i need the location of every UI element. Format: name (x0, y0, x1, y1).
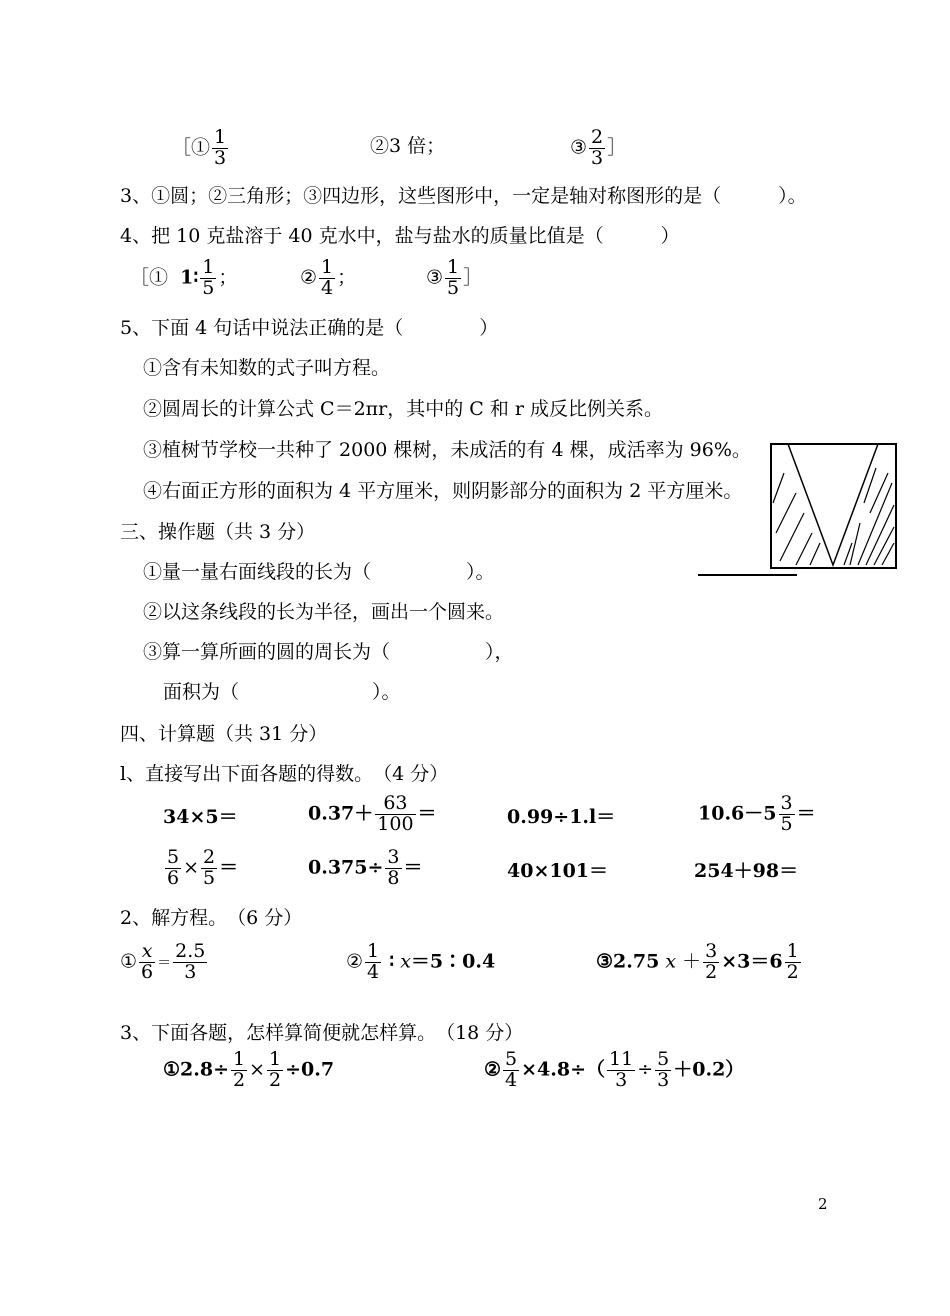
calc-3-title: 3、下面各题，怎样算简便就怎样算。 （18 分） (120, 1022, 524, 1044)
question-5: 5、下面 4 句话中说法正确的是（ ） (120, 317, 499, 339)
question-4: 4、把 10 克盐溶于 40 克水中，盐与盐水的质量比值是（ ） (120, 225, 680, 247)
sec3-item: ①量一量右面线段的长为（ ）。 (143, 561, 495, 583)
fraction: $\frac{1}{4}$ (321, 256, 334, 299)
calc-item: 0.99÷1.l＝ (507, 806, 616, 828)
sec3-item: ②以这条线段的长为半径，画出一个圆来。 (143, 601, 505, 623)
calc-item: 0.37＋ $\frac{63}{100}$ ＝ (308, 792, 437, 835)
equation-3: ③2.75 x ＋ $\frac{3}{2}$ ×3＝6 $\frac{1}{2}$ (596, 940, 799, 983)
calc-item: 0.375÷ $\frac{3}{8}$ ＝ (308, 846, 423, 889)
calc-1-title: l、直接写出下面各题的得数。 （4 分） (120, 763, 449, 785)
section-4-title: 四、计算题（共 31 分） (120, 723, 328, 745)
q4-option-3: ③ $\frac{1}{5}$ ］ (426, 256, 483, 299)
q2-option-2: ②3 倍； (370, 135, 446, 157)
equation-2: ② $\frac{1}{4}$ ∶ x＝5∶0.4 (346, 940, 496, 983)
q5-item: ④右面正方形的面积为 4 平方厘米，则阴影部分的面积为 2 平方厘米。 (143, 480, 743, 502)
equation-1: ① $\frac{x}{6}$ ＝ $\frac{2.5}{3}$ (120, 940, 206, 983)
q5-item: ③植树节学校一共种了 2000 棵树，未成活的有 4 棵，成活率为 96%。 (143, 439, 751, 461)
measure-line-segment (698, 574, 797, 576)
sec3-item: 面积为（ ）。 (163, 681, 401, 703)
simplify-1: ①2.8÷ $\frac{1}{2}$ × $\frac{1}{2}$ ÷0.7 (163, 1048, 335, 1091)
section-3-title: 三、操作题（共 3 分） (120, 521, 316, 543)
question-3: 3、①圆；②三角形；③四边形，这些图形中，一定是轴对称图形的是（ ）。 (120, 185, 807, 207)
calc-2-title: 2、解方程。 （6 分） (120, 907, 303, 929)
square-shading-figure (770, 443, 897, 570)
fraction: $\frac{2}{3}$ (591, 126, 604, 169)
q5-item: ①含有未知数的式子叫方程。 (143, 357, 391, 379)
calc-item: 254＋98＝ (694, 860, 799, 882)
calc-item: $\frac{5}{6}$ × $\frac{2}{5}$ ＝ (167, 846, 239, 889)
q4-option-1: ［① 1∶ $\frac{1}{5}$ ； (130, 256, 238, 299)
fraction: $\frac{1}{3}$ (214, 126, 227, 169)
q2-options: ［① $\frac{1}{3}$ (172, 126, 227, 169)
calc-item: 40×101＝ (507, 860, 609, 882)
calc-item: 10.6－5 $\frac{3}{5}$ ＝ (698, 792, 816, 835)
q4-option-2: ② $\frac{1}{4}$ ； (300, 256, 357, 299)
page-number: 2 (818, 1195, 828, 1213)
q5-item: ②圆周长的计算公式 C＝2πr，其中的 C 和 r 成反比例关系。 (143, 398, 664, 420)
fraction: $\frac{1}{5}$ (447, 256, 460, 299)
q2-option-3: ③ $\frac{2}{3}$ ］ (570, 126, 627, 169)
fraction: $\frac{1}{5}$ (202, 256, 215, 299)
sec3-item: ③算一算所画的圆的周长为（ ）， (143, 641, 514, 663)
simplify-2: ② $\frac{5}{4}$ ×4.8÷（ $\frac{11}{3}$ ÷ $\frac{5}{3}$ ＋0.2） (484, 1048, 745, 1091)
calc-item: 34×5＝ (163, 806, 238, 828)
